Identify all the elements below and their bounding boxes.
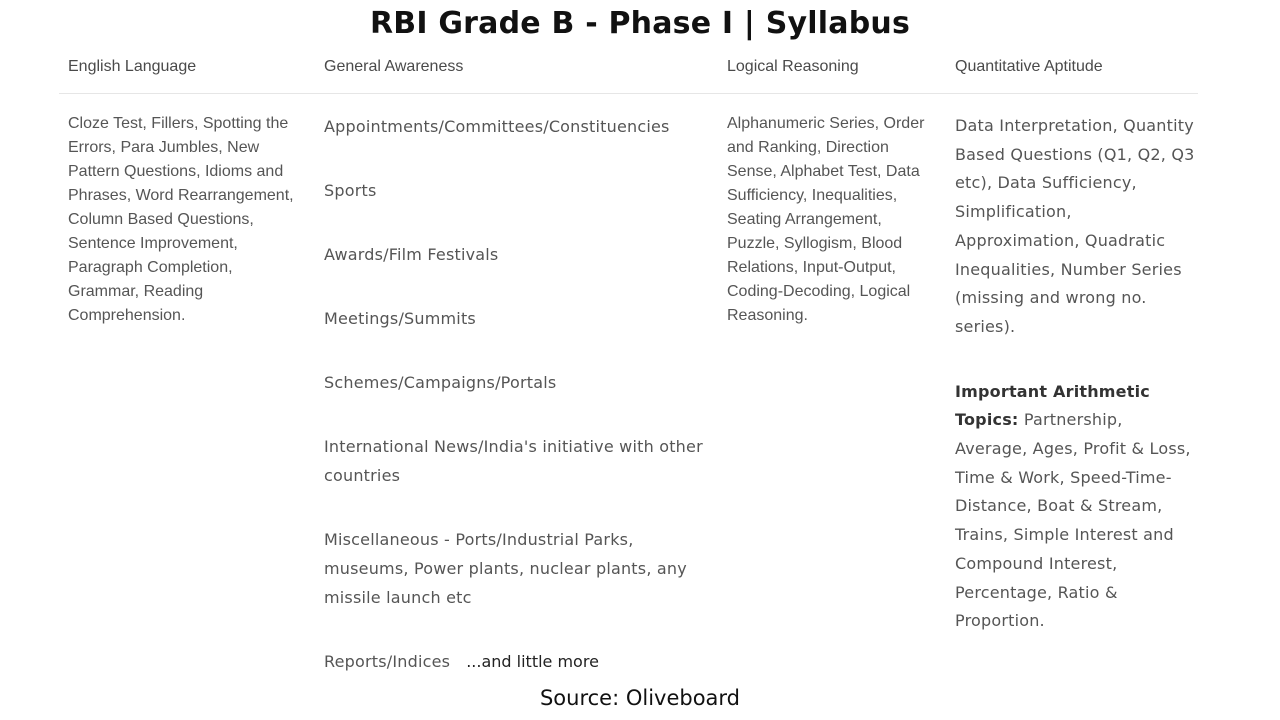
list-item: International News/India's initiative with other countries	[324, 437, 703, 485]
list-item: Awards/Film Festivals	[324, 245, 499, 264]
qa-important-text: Partnership, Average, Ages, Profit & Loss, Time & Work, Speed-Time-Distance, Boat & Stream, Trains, Simple Interest and Compound Interest, Percentage, Ratio & Proportion.	[955, 410, 1191, 631]
qa-important-paragraph	[955, 378, 1195, 636]
general-awareness-topics	[324, 112, 714, 676]
list-item: Schemes/Campaigns/Portals	[324, 373, 557, 392]
column-header-logical-reasoning: Logical Reasoning	[727, 58, 859, 75]
list-item: Miscellaneous - Ports/Industrial Parks, museums, Power plants, nuclear plants, any missile launch etc	[324, 530, 687, 607]
list-item: Sports	[324, 181, 377, 200]
logical-reasoning-topics: Alphanumeric Series, Order and Ranking, Direction Sense, Alphabet Test, Data Sufficiency, Inequalities, Seating Arrangement, Puzzle, Syllogism, Blood Relations, Input-Output, Coding-Decoding, Logical Reasoning.	[727, 115, 925, 324]
column-header-general-awareness: General Awareness	[324, 58, 464, 75]
quantitative-aptitude-topics	[955, 112, 1195, 636]
qa-topics-paragraph: Data Interpretation, Quantity Based Questions (Q1, Q2, Q3 etc), Data Sufficiency, Simplification, Approximation, Quadratic Inequalities, Number Series (missing and wrong no. series).	[955, 116, 1195, 336]
table-header-row	[59, 52, 1198, 94]
source-credit: Source: Oliveboard	[539, 686, 741, 710]
more-note: ...and little more	[466, 652, 599, 671]
list-item: Meetings/Summits	[324, 309, 476, 328]
column-header-english: English Language	[68, 58, 197, 75]
qa-important-label: Important Arithmetic Topics:	[955, 381, 1150, 430]
english-topics: Cloze Test, Fillers, Spotting the Errors, Para Jumbles, New Pattern Questions, Idioms and Phrases, Word Rearrangement, Column Based Questions, Sentence Improvement, Paragraph Completion, Grammar, Reading Comprehension.	[68, 115, 294, 324]
page-title: RBI Grade B - Phase I | Syllabus	[369, 6, 910, 41]
column-header-quantitative-aptitude: Quantitative Aptitude	[955, 58, 1103, 75]
list-item-last	[324, 647, 714, 676]
list-item: Appointments/Committees/Constituencies	[324, 117, 670, 136]
list-item-label: Reports/Indices	[324, 652, 451, 671]
